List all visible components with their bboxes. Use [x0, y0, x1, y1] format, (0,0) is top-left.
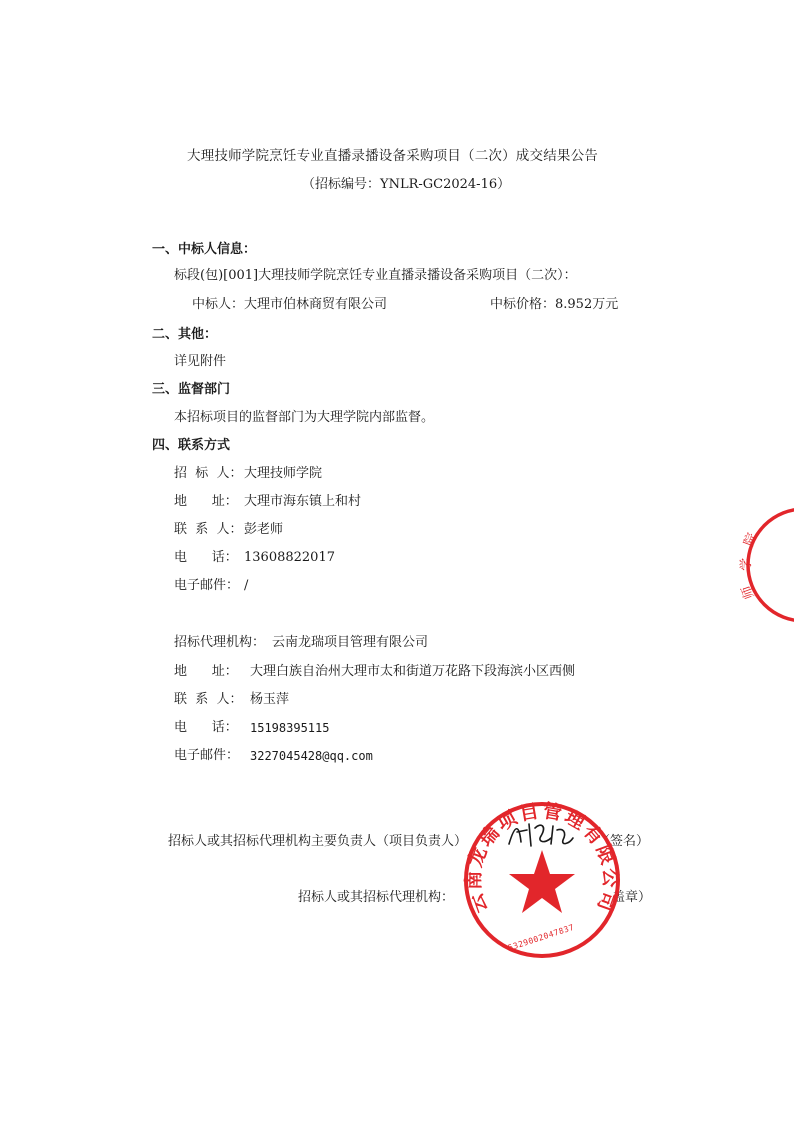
buyer-address-label: 地 址： — [174, 494, 238, 509]
agent-phone-value: 15198395115 — [250, 721, 330, 735]
company-seal-stamp — [460, 798, 624, 962]
other-text: 详见附件 — [174, 354, 227, 369]
section-2-heading: 二、其他： — [152, 327, 218, 342]
agent-phone-label: 电 话： — [174, 720, 238, 735]
lot-description: 标段(包)[001]大理技师学院烹饪专业直播录播设备采购项目（二次）： — [174, 268, 577, 283]
buyer-contact-label: 联 系 人： — [174, 522, 243, 537]
agent-contact-label: 联 系 人： — [174, 692, 243, 707]
buyer-phone-label: 电 话： — [174, 550, 238, 565]
document-title: 大理技师学院烹饪专业直播录播设备采购项目（二次）成交结果公告 — [187, 148, 598, 164]
svg-text:师: 师 — [739, 583, 758, 601]
section-3-heading: 三、监督部门 — [152, 382, 231, 397]
winner-name: 中标人：大理市伯林商贸有限公司 — [192, 297, 388, 312]
agent-value: 云南龙瑞项目管理有限公司 — [272, 635, 429, 650]
section-4-heading: 四、联系方式 — [152, 438, 231, 453]
winning-price: 中标价格：8.952万元 — [490, 297, 619, 312]
agent-email-value: 3227045428@qq.com — [250, 749, 373, 763]
svg-text:院: 院 — [741, 531, 761, 549]
agent-address-label: 地 址： — [174, 664, 238, 679]
agent-address-value: 大理白族自治州大理市太和街道万花路下段海滨小区西侧 — [250, 664, 576, 679]
seal-line-label: 招标人或其招标代理机构： — [298, 890, 455, 905]
buyer-email-value: / — [244, 578, 249, 593]
buyer-contact-value: 彭老师 — [244, 522, 284, 537]
signature-line-label: 招标人或其招标代理机构主要负责人（项目负责人） — [168, 834, 468, 849]
supervision-text: 本招标项目的监督部门为大理学院内部监督。 — [174, 410, 435, 425]
buyer-email-label: 电子邮件： — [174, 578, 240, 593]
buyer-phone-value: 13608822017 — [244, 550, 335, 565]
svg-text:云南龙瑞项目管理有限公司: 云南龙瑞项目管理有限公司 — [462, 799, 622, 917]
agent-contact-value: 杨玉萍 — [250, 692, 290, 707]
bid-number: （招标编号：YNLR-GC2024-16） — [302, 177, 511, 192]
section-1-heading: 一、中标人信息： — [152, 242, 257, 257]
agent-label: 招标代理机构： — [174, 635, 266, 650]
partial-seal-stamp — [730, 505, 794, 625]
svg-text:5329002047837: 5329002047837 — [506, 922, 576, 953]
buyer-address-value: 大理市海东镇上和村 — [244, 494, 362, 509]
seal-suffix: 盖章） — [612, 890, 652, 905]
buyer-label: 招 标 人： — [174, 466, 243, 481]
agent-email-label: 电子邮件： — [174, 748, 240, 763]
signature-suffix: （签名） — [597, 834, 650, 849]
svg-text:学: 学 — [739, 557, 755, 572]
buyer-value: 大理技师学院 — [244, 466, 323, 481]
